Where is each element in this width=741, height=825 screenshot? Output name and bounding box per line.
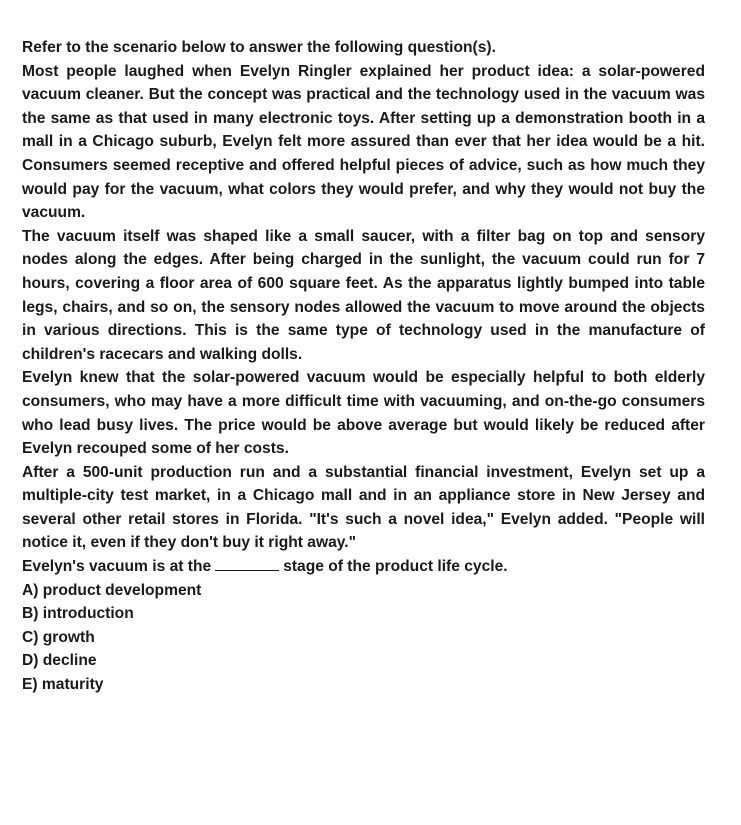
scenario-paragraph-4: After a 500-unit production run and a substantial financial investment, Evelyn set up a multiple-city test market, in a Chicago mall and in an appliance store in New Jersey and several other retail stores in Florida. "It's such a novel idea," Evelyn added. "People will notice it, even if they don't buy it right away." xyxy=(22,463,705,552)
answer-options xyxy=(22,579,705,697)
answer-blank xyxy=(215,556,279,571)
option-c[interactable]: C) growth xyxy=(22,628,95,646)
option-b[interactable]: B) introduction xyxy=(22,605,134,623)
question-text-after-blank: stage of the product life cycle. xyxy=(283,558,508,576)
instructions-text: Refer to the scenario below to answer the following question(s). xyxy=(22,39,496,56)
scenario-paragraph-3: Evelyn knew that the solar-powered vacuum would be especially helpful to both elderly consumers, who may have a more difficult time with vacuuming, and on-the-go consumers who lead busy lives. The price would be above average but would likely be reduced after Evelyn recouped some of her costs. xyxy=(22,369,705,458)
option-d[interactable]: D) decline xyxy=(22,652,97,670)
question-content xyxy=(22,36,705,697)
scenario-paragraph-1: Most people laughed when Evelyn Ringler explained her product idea: a solar-powered vacuum cleaner. But the concept was practical and the technology used in the vacuum was the same as that used in many electronic toys. After setting up a demonstration booth in a mall in a Chicago suburb, Evelyn felt more assured than ever that her idea would be a hit. Consumers seemed receptive and offered helpful pieces of advice, such as how much they would pay for the vacuum, what colors they would prefer, and why they would not buy the vacuum. xyxy=(22,62,705,222)
scenario-paragraph-2: The vacuum itself was shaped like a small saucer, with a filter bag on top and sensory nodes along the edges. After being charged in the sunlight, the vacuum could run for 7 hours, covering a floor area of 600 square feet. As the apparatus lightly bumped into table legs, chairs, and so on, the sensory nodes allowed the vacuum to move around the objects in various directions. This is the same type of technology used in the manufacture of children's racecars and walking dolls. xyxy=(22,227,705,363)
question-stem xyxy=(22,555,705,579)
question-text-before-blank: Evelyn's vacuum is at the xyxy=(22,558,212,576)
option-e[interactable]: E) maturity xyxy=(22,676,104,694)
option-a[interactable]: A) product development xyxy=(22,581,202,599)
